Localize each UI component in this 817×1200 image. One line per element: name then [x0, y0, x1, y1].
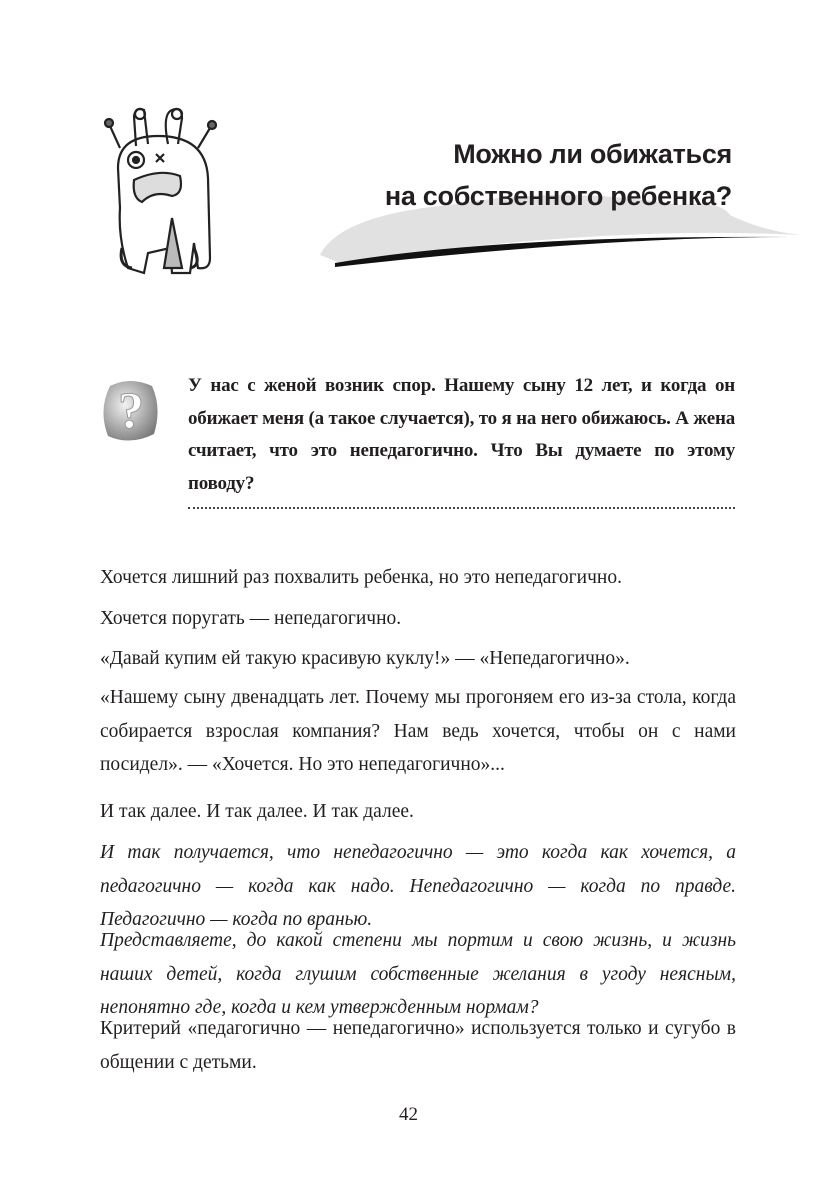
dotted-divider	[188, 507, 735, 509]
page-number: 42	[399, 1104, 418, 1125]
title-line-1: Можно ли обижаться	[453, 139, 732, 169]
body-paragraph-7: Представляете, до какой степени мы портим и свою жизнь, и жизнь наших детей, когда глушим собственные желания в угоду неясным, непонятно где, когда и кем утвержденным нормам?	[100, 930, 736, 1018]
body-paragraph-1: Хочется лишний раз похвалить ребенка, но это непедагогично.	[100, 567, 622, 588]
body-paragraph-3: «Давай купим ей такую красивую куклу!» — «Непедагогично».	[100, 648, 630, 669]
title-line-2: на собственного ребенка?	[384, 181, 732, 211]
body-paragraph-2: Хочется поругать — непедагогично.	[100, 608, 402, 629]
body-paragraph-6: И так получается, что непедагогично — это когда как хочется, а педагогично — когда как надо. Непедагогично — когда по правде. Педагогично — когда по вранью.	[100, 842, 736, 930]
body-paragraph-4: «Нашему сыну двенадцать лет. Почему мы прогоняем его из-за стола, когда собирается взрослая компания? Нам ведь хочется, чтобы он с нами посидел». — «Хочется. Но это непедагогично»...	[100, 687, 736, 775]
monster-illustration	[98, 98, 248, 288]
body-paragraph-5: И так далее. И так далее. И так далее.	[100, 801, 414, 822]
reader-question: У нас с женой возник спор. Нашему сыну 12 лет, и когда он обижает меня (а такое случается), то я на него обижаюсь. А жена считает, что это непедагогично. Что Вы думаете по этому поводу?	[188, 375, 735, 494]
body-paragraph-8: Критерий «педагогично — непедагогично» используется только и сугубо в общении с детьми.	[100, 1018, 736, 1073]
page-title	[385, 133, 732, 217]
question-mark-icon	[100, 378, 162, 444]
svg-text:?: ?	[118, 383, 144, 440]
